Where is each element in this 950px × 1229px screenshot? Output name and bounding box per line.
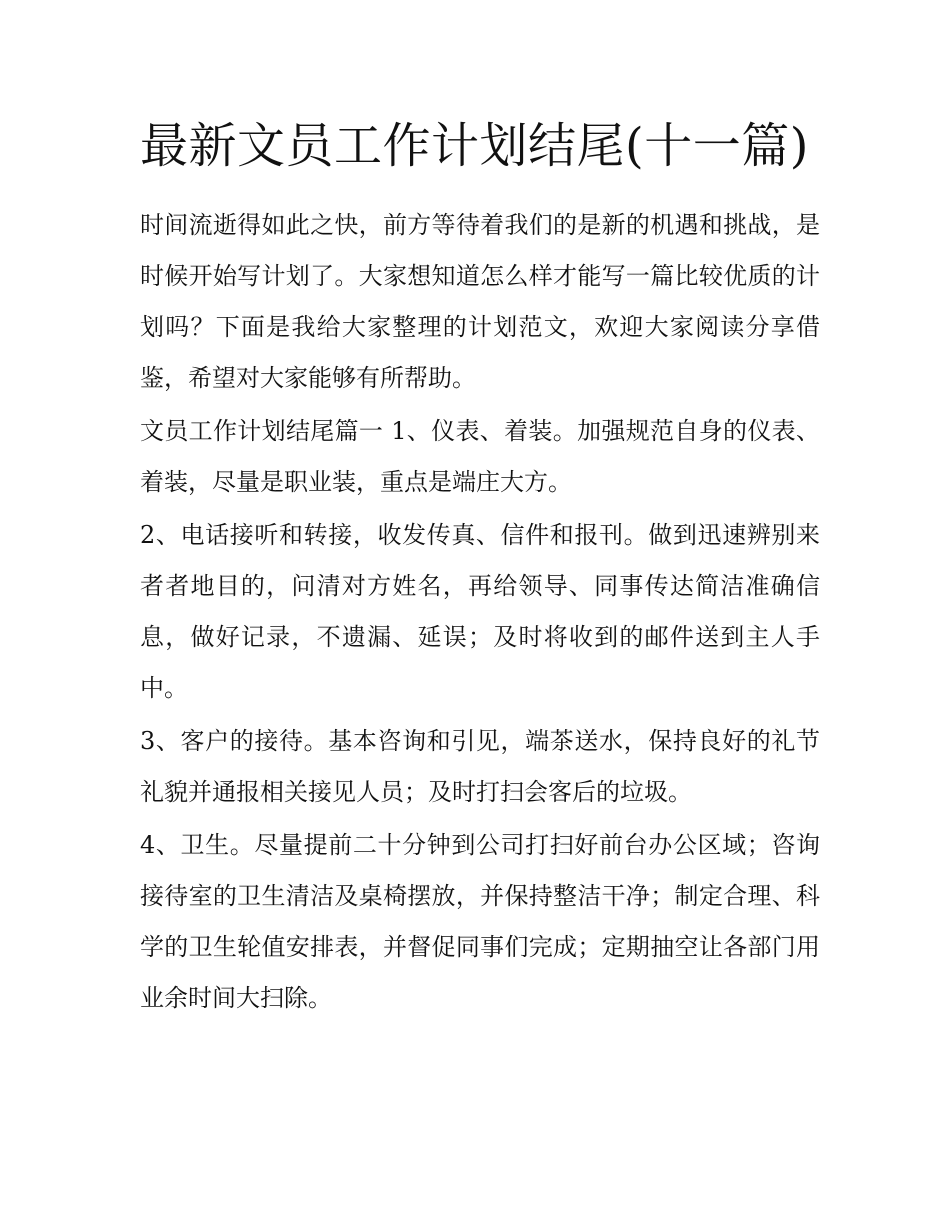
item-2-paragraph: 2、电话接听和转接，收发传真、信件和报刊。做到迅速辨别来者者地目的，问清对方姓名，再给领导、同事传达简洁准确信息，做好记录，不遗漏、延误；及时将收到的邮件送到主人手中。	[140, 521, 820, 702]
document-body	[140, 108, 820, 1026]
intro-paragraph: 时间流逝得如此之快，前方等待着我们的是新的机遇和挑战，是时候开始写计划了。大家想知道怎么样才能写一篇比较优质的计划吗？下面是我给大家整理的计划范文，欢迎大家阅读分享借鉴，希望对大家能够有所帮助。	[140, 211, 820, 392]
section-one-item-1-paragraph: 文员工作计划结尾篇一 1、仪表、着装。加强规范自身的仪表、着装，尽量是职业装，重点是端庄大方。	[140, 417, 820, 496]
item-4-paragraph: 4、卫生。尽量提前二十分钟到公司打扫好前台办公区域；咨询接待室的卫生清洁及桌椅摆放，并保持整洁干净；制定合理、科学的卫生轮值安排表，并督促同事们完成；定期抽空让各部门用业余时间大扫除。	[140, 831, 820, 1012]
document-title: 最新文员工作计划结尾(十一篇)	[140, 118, 809, 174]
item-3-paragraph: 3、客户的接待。基本咨询和引见，端茶送水，保持良好的礼节礼貌并通报相关接见人员；及时打扫会客后的垃圾。	[140, 727, 820, 806]
